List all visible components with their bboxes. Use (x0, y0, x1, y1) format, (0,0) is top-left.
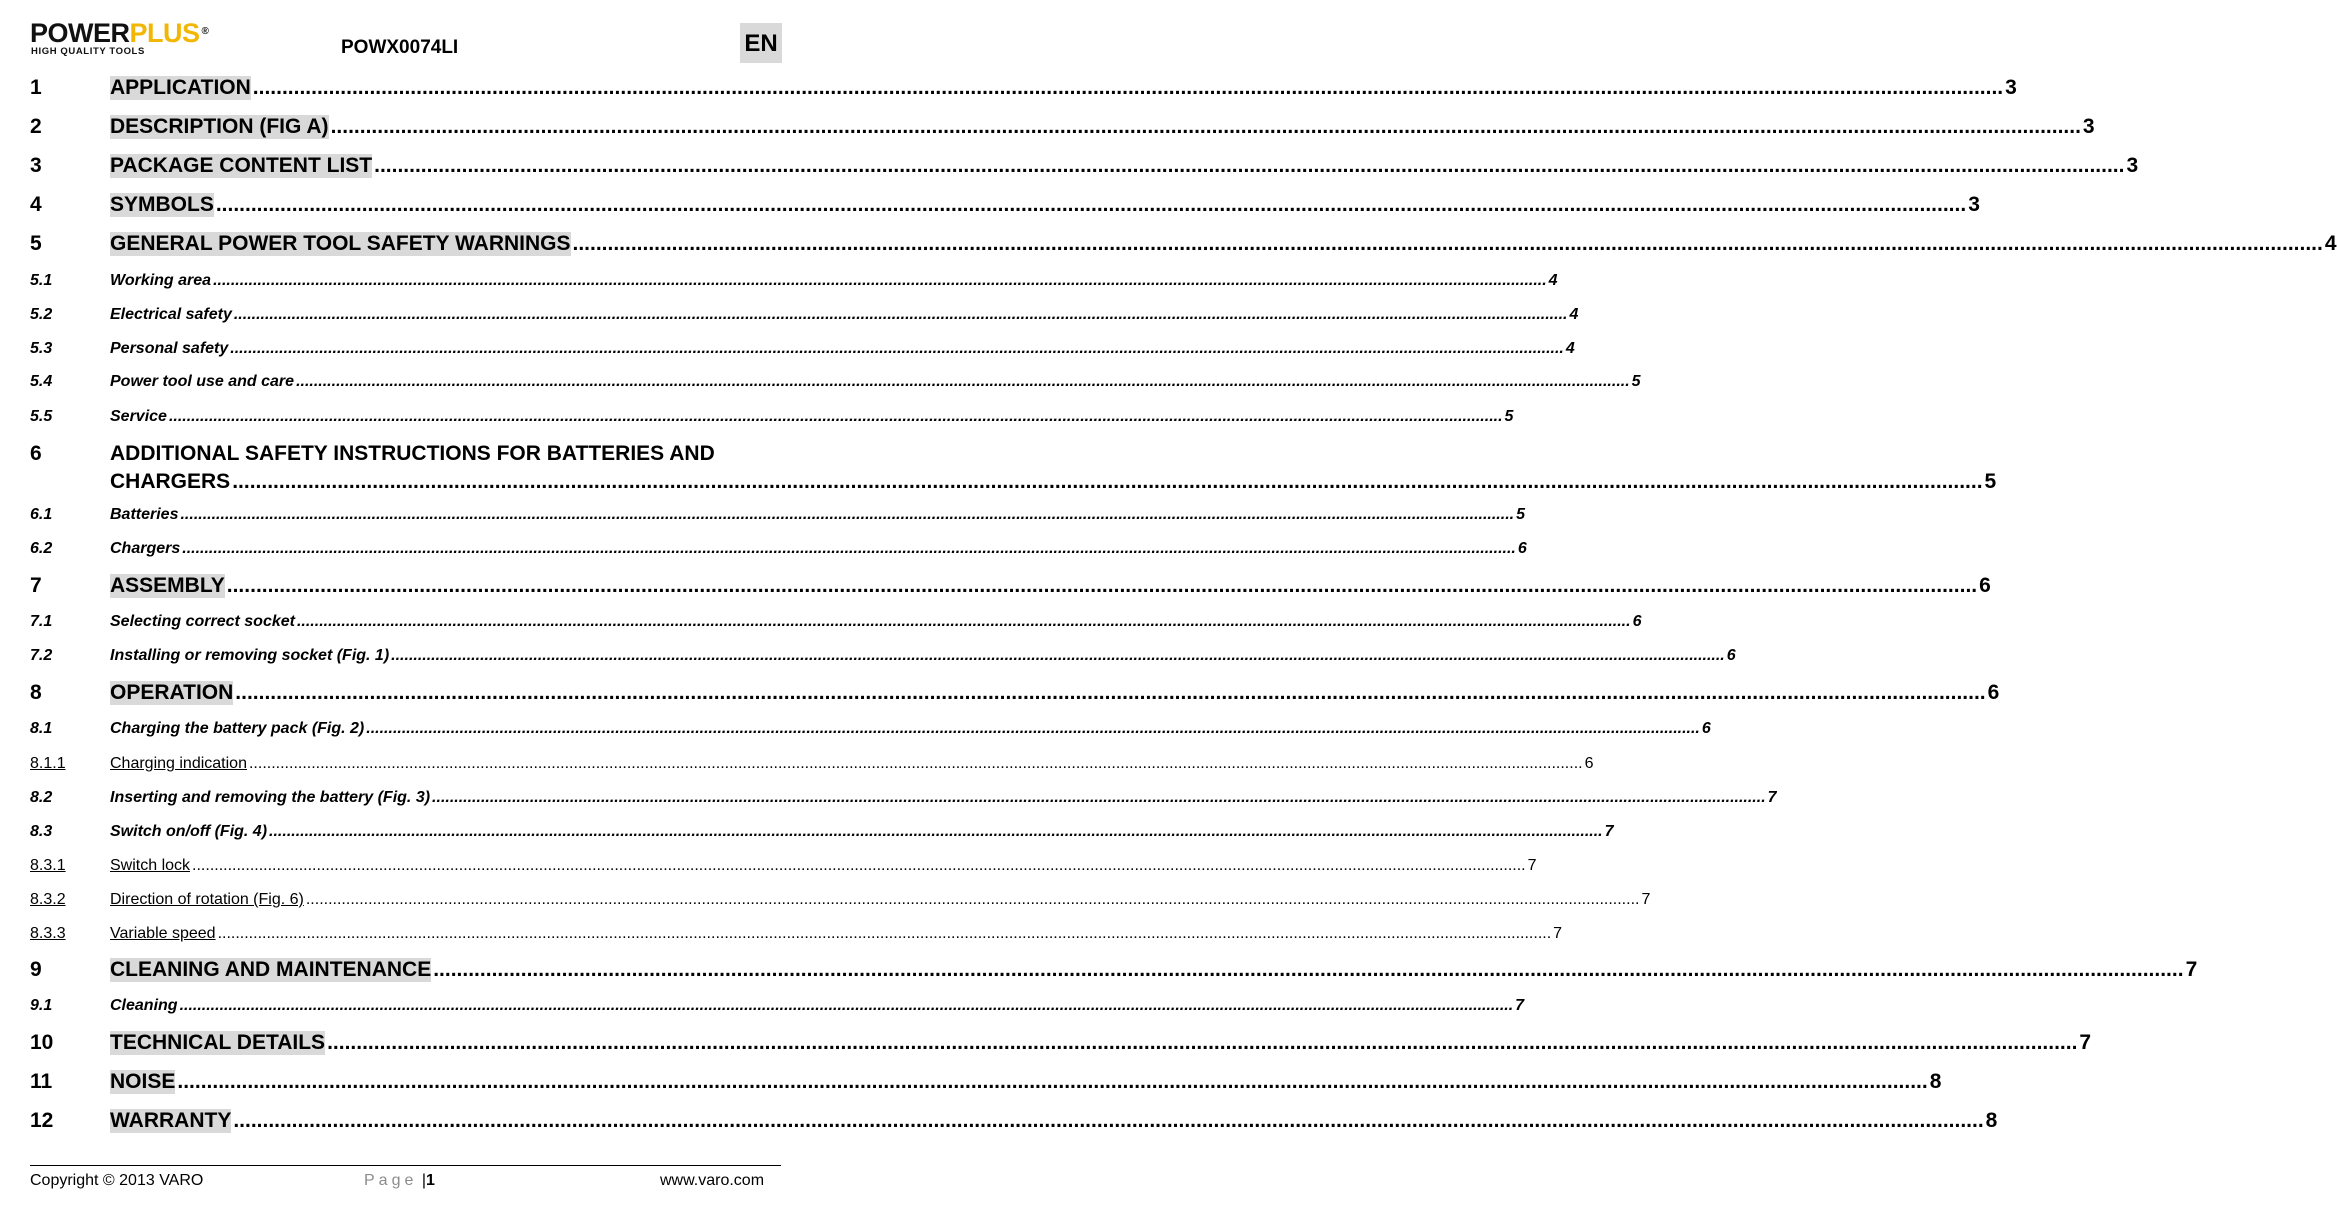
toc-number: 8 (30, 681, 42, 704)
toc-number: 5.3 (30, 340, 53, 357)
toc-title-line1: ADDITIONAL SAFETY INSTRUCTIONS FOR BATTERIES AND (110, 442, 715, 465)
toc-entry[interactable] (30, 681, 2000, 705)
toc-leader: ............................................................................................................................................................................................................................................................................................................ (232, 470, 1983, 493)
toc-number: 5.2 (30, 306, 53, 323)
toc-entry[interactable] (30, 647, 1736, 665)
toc-number: 8.3 (30, 823, 53, 840)
toc-page: 6 (1979, 574, 1991, 597)
page-label: Page (364, 1172, 418, 1189)
footer-website-link[interactable]: www.varo.com (660, 1172, 765, 1189)
toc-number: 8.2 (30, 789, 53, 806)
toc-title: CLEANING AND MAINTENANCE (110, 958, 432, 981)
toc-leader: ............................................................................................................................................................................................................................................................................................................ (366, 720, 1700, 737)
logo-tagline: HIGH QUALITY TOOLS (31, 46, 145, 57)
toc-entry[interactable] (30, 613, 1642, 631)
footer-page-indicator (364, 1172, 435, 1190)
toc-page: 3 (1968, 193, 1980, 216)
toc-page: 6 (1726, 647, 1736, 664)
toc-page: 7 (1604, 823, 1614, 840)
toc-leader: ............................................................................................................................................................................................................................................................................................................ (296, 373, 1630, 390)
toc-title: Inserting and removing the battery (Fig. 3) (110, 789, 431, 806)
toc-leader: ............................................................................................................................................................................................................................................................................................................ (180, 506, 1515, 523)
toc-leader: ............................................................................................................................................................................................................................................................................................................ (572, 232, 2323, 255)
toc-leader: ............................................................................................................................................................................................................................................................................................................ (192, 857, 1526, 874)
toc-page: 5 (1984, 470, 1997, 493)
toc-page: 7 (2079, 1031, 2092, 1054)
toc-number: 9 (30, 958, 42, 981)
toc-title-line2: CHARGERS (110, 470, 231, 493)
toc-entry[interactable] (30, 115, 2095, 139)
toc-page: 4 (1565, 340, 1575, 357)
toc-title: Direction of rotation (Fig. 6) (110, 891, 304, 908)
toc-title: Service (110, 408, 167, 425)
toc-title: Charging indication (110, 755, 247, 772)
toc-leader: ............................................................................................................................................................................................................................................................................................................ (182, 540, 1516, 557)
toc-page: 4 (2324, 232, 2337, 255)
toc-title: Charging the battery pack (Fig. 2) (110, 720, 365, 737)
toc-leader: ............................................................................................................................................................................................................................................................................................................ (215, 193, 1967, 216)
toc-title: Personal safety (110, 340, 229, 357)
toc-title: Working area (110, 272, 212, 289)
toc-page: 4 (1569, 306, 1579, 323)
toc-entry[interactable] (30, 1070, 1942, 1094)
toc-entry[interactable] (30, 442, 1997, 494)
toc-leader: ............................................................................................................................................................................................................................................................................................................ (433, 958, 2184, 981)
toc-page: 7 (1767, 789, 1777, 806)
toc-entry[interactable] (30, 925, 1563, 943)
toc-leader: ............................................................................................................................................................................................................................................................................................................ (374, 154, 2125, 177)
toc-number: 8.1.1 (30, 755, 66, 772)
toc-leader: ............................................................................................................................................................................................................................................................................................................ (330, 115, 2081, 138)
toc-title: Chargers (110, 540, 181, 557)
toc-entry[interactable] (30, 408, 1514, 426)
toc-entry[interactable] (30, 76, 2017, 100)
toc-number: 8.3.3 (30, 925, 66, 942)
toc-title: DESCRIPTION (FIG A) (110, 115, 329, 138)
toc-number: 9.1 (30, 997, 53, 1014)
toc-number: 7.1 (30, 613, 53, 630)
toc-page: 3 (2126, 154, 2139, 177)
toc-leader: ............................................................................................................................................................................................................................................................................................................ (233, 306, 1568, 323)
toc-leader: ............................................................................................................................................................................................................................................................................................................ (235, 681, 1986, 704)
toc-entry[interactable] (30, 823, 1614, 841)
toc-entry[interactable] (30, 154, 2139, 178)
toc-number: 11 (30, 1070, 53, 1093)
toc-leader: ............................................................................................................................................................................................................................................................................................................ (177, 1070, 1928, 1093)
toc-number: 8.3.1 (30, 857, 66, 874)
toc-title: Variable speed (110, 925, 216, 942)
toc-title: OPERATION (110, 681, 234, 704)
toc-number: 12 (30, 1109, 54, 1132)
toc-title: Switch on/off (Fig. 4) (110, 823, 268, 840)
toc-page: 7 (2185, 958, 2198, 981)
toc-entry[interactable] (30, 1031, 2092, 1055)
page-number: 1 (425, 1172, 435, 1189)
page-separator: | (421, 1172, 426, 1189)
toc-entry[interactable] (30, 232, 2337, 256)
toc-leader: ............................................................................................................................................................................................................................................................................................................ (269, 823, 1603, 840)
toc-leader: ............................................................................................................................................................................................................................................................................................................ (233, 1109, 1984, 1132)
toc-entry[interactable] (30, 193, 1980, 217)
toc-page: 5 (1516, 506, 1525, 523)
toc-number: 5 (30, 232, 42, 255)
toc-number: 6 (30, 442, 42, 465)
toc-page: 8 (1985, 1109, 1998, 1132)
toc-title: Batteries (110, 506, 179, 523)
toc-leader: ............................................................................................................................................................................................................................................................................................................ (327, 1031, 2078, 1054)
model-number: POWX0074LI (341, 37, 459, 58)
toc-entry[interactable] (30, 997, 1525, 1015)
footer-divider (30, 1165, 781, 1166)
toc-leader: ............................................................................................................................................................................................................................................................................................................ (248, 755, 1583, 772)
toc-entry[interactable] (30, 272, 1558, 290)
toc-title: Power tool use and care (110, 373, 295, 390)
toc-entry[interactable] (30, 306, 1579, 324)
toc-number: 4 (30, 193, 42, 216)
toc-number: 7.2 (30, 647, 53, 664)
toc-entry[interactable] (30, 755, 1594, 773)
toc-number: 5.4 (30, 373, 53, 390)
toc-page: 6 (1987, 681, 2000, 704)
toc-leader: ............................................................................................................................................................................................................................................................................................................ (213, 272, 1547, 289)
toc-leader: ............................................................................................................................................................................................................................................................................................................ (296, 613, 1631, 630)
toc-number: 1 (30, 76, 42, 99)
toc-leader: ............................................................................................................................................................................................................................................................................................................ (252, 76, 2004, 99)
toc-page: 6 (1632, 613, 1642, 630)
toc-leader: ............................................................................................................................................................................................................................................................................................................ (305, 891, 1640, 908)
toc-number: 8.3.2 (30, 891, 66, 908)
toc-leader: ............................................................................................................................................................................................................................................................................................................ (391, 647, 1725, 664)
toc-page: 6 (1517, 540, 1527, 557)
toc-number: 8.1 (30, 720, 53, 737)
toc-title: Switch lock (110, 857, 191, 874)
toc-number: 5.5 (30, 408, 53, 425)
toc-title: SYMBOLS (110, 193, 214, 216)
toc-title: Installing or removing socket (Fig. 1) (110, 647, 390, 664)
toc-entry[interactable] (30, 789, 1777, 807)
toc-number: 3 (30, 154, 42, 177)
toc-entry[interactable] (30, 506, 1525, 524)
toc-page: 6 (1701, 720, 1711, 737)
toc-title: NOISE (110, 1070, 176, 1093)
toc-entry[interactable] (30, 540, 1527, 558)
toc-number: 10 (30, 1031, 54, 1054)
powerplus-logo (30, 20, 260, 56)
logo-wordmark: POWERPLUS ® (30, 18, 209, 48)
toc-leader: ............................................................................................................................................................................................................................................................................................................ (226, 574, 1978, 597)
toc-title: Cleaning (110, 997, 178, 1014)
toc-title: PACKAGE CONTENT LIST (110, 154, 373, 177)
toc-page: 7 (1527, 857, 1537, 874)
toc-title: APPLICATION (110, 76, 251, 99)
toc-number: 2 (30, 115, 42, 138)
toc-title: Selecting correct socket (110, 613, 295, 630)
toc-page: 8 (1929, 1070, 1942, 1093)
toc-title: Electrical safety (110, 306, 232, 323)
toc-leader: ............................................................................................................................................................................................................................................................................................................ (168, 408, 1503, 425)
toc-entry[interactable] (30, 1109, 1998, 1133)
page-header (0, 0, 808, 70)
toc-page: 4 (1548, 272, 1558, 289)
toc-entry[interactable] (30, 891, 1651, 909)
toc-number: 6.1 (30, 506, 53, 523)
toc-page: 7 (1515, 997, 1525, 1014)
language-badge: EN (740, 23, 782, 63)
toc-entry[interactable] (30, 340, 1575, 358)
toc-title: TECHNICAL DETAILS (110, 1031, 326, 1054)
toc-leader: ............................................................................................................................................................................................................................................................................................................ (179, 997, 1514, 1014)
toc-leader: ............................................................................................................................................................................................................................................................................................................ (432, 789, 1766, 806)
toc-page: 3 (2005, 76, 2017, 99)
toc-leader: ............................................................................................................................................................................................................................................................................................................ (217, 925, 1552, 942)
toc-entry[interactable] (30, 574, 1991, 598)
toc-number: 6.2 (30, 540, 53, 557)
toc-entry[interactable] (30, 857, 1537, 875)
toc-title: GENERAL POWER TOOL SAFETY WARNINGS (110, 232, 571, 255)
toc-page: 6 (1584, 755, 1594, 772)
toc-title: ASSEMBLY (110, 574, 225, 597)
toc-entry[interactable] (30, 720, 1711, 738)
toc-entry[interactable] (30, 958, 2198, 982)
toc-title: WARRANTY (110, 1109, 232, 1132)
toc-page: 5 (1504, 408, 1514, 425)
toc-page: 3 (2082, 115, 2095, 138)
toc-page: 5 (1631, 373, 1641, 390)
footer-copyright: Copyright © 2013 VARO (30, 1172, 204, 1189)
toc-number: 7 (30, 574, 42, 597)
toc-leader: ............................................................................................................................................................................................................................................................................................................ (230, 340, 1564, 357)
toc-entry[interactable] (30, 373, 1641, 391)
toc-page: 7 (1641, 891, 1651, 908)
toc-page: 7 (1553, 925, 1563, 942)
toc-number: 5.1 (30, 272, 53, 289)
